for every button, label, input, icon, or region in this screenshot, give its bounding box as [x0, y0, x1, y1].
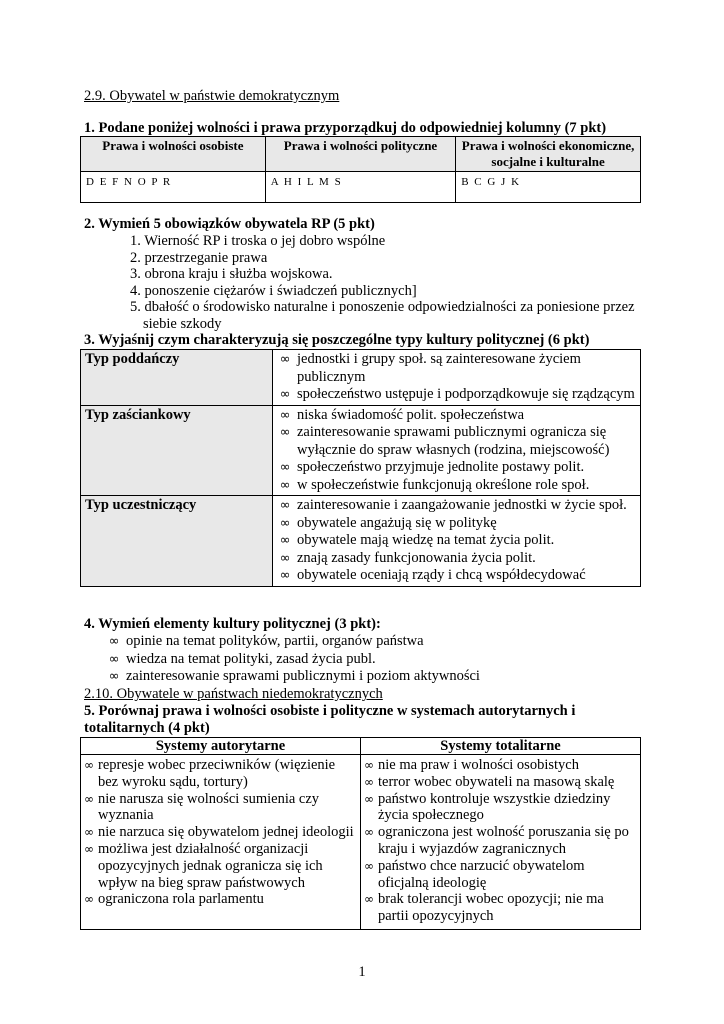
culture-description [273, 405, 641, 496]
list-item: ∞ państwo kontroluje wszystkie dziedziny życia społecznego [364, 790, 611, 824]
duty-item: 5. dbałość o środowisko naturalne i ponoszenie odpowiedzialności za poniesione przez siebie szkody [130, 299, 635, 332]
list-item: ∞ wiedza na temat polityki, zasad życia publ. [106, 651, 626, 669]
infinity-bullet-icon: ∞ [108, 651, 120, 667]
rights-answer-political: A H I L M S [265, 172, 455, 203]
list-item: ∞ nie narzuca się obywatelom jednej ideologii [84, 824, 354, 841]
infinity-bullet-icon: ∞ [84, 825, 94, 840]
culture-row [81, 350, 641, 406]
list-item: ∞ brak tolerancji wobec opozycji; nie ma partii opozycyjnych [364, 891, 604, 925]
list-item: ∞ niska świadomość polit. społeczeństwa [277, 407, 636, 425]
infinity-bullet-icon: ∞ [279, 352, 291, 367]
question-3-title: 3. Wyjaśnij czym charakteryzują się poszczególne typy kultury politycznej (6 pkt) [84, 332, 590, 348]
culture-row [81, 405, 641, 496]
duty-item: 3. obrona kraju i służba wojskowa. [130, 266, 333, 282]
question-2-title: 2. Wymień 5 obowiązków obywatela RP (5 pkt) [84, 216, 375, 232]
list-item: ∞ jednostki i grupy społ. są zainteresowane życiem publicznym [277, 351, 636, 386]
rights-answer-economic: B C G J K [456, 172, 641, 203]
infinity-bullet-icon: ∞ [279, 515, 291, 531]
authoritarian-column [81, 755, 361, 930]
list-item: ∞ możliwa jest działalność organizacji opozycyjnych jednak ogranicza się ich wpływ na bieg spraw państwowych [84, 840, 323, 891]
header-authoritarian: Systemy autorytarne [81, 738, 361, 755]
culture-row [81, 496, 641, 587]
infinity-bullet-icon: ∞ [279, 387, 291, 402]
section-heading-2-9: 2.9. Obywatel w państwie demokratycznym [84, 88, 340, 104]
culture-description [273, 496, 641, 587]
header-totalitarian: Systemy totalitarne [361, 738, 641, 755]
infinity-bullet-icon: ∞ [84, 791, 94, 806]
question-1-title: 1. Podane poniżej wolności i prawa przyporządkuj do odpowiedniej kolumny (7 pkt) [84, 120, 607, 136]
infinity-bullet-icon: ∞ [84, 758, 94, 772]
infinity-bullet-icon: ∞ [279, 533, 291, 548]
list-item: ∞ opinie na temat polityków, partii, organów państwa [106, 633, 626, 651]
systems-comparison-table [80, 737, 641, 930]
infinity-bullet-icon: ∞ [364, 858, 374, 873]
infinity-bullet-icon: ∞ [279, 568, 291, 583]
rights-header-economic: Prawa i wolności ekonomiczne, socjalne i kulturalne [456, 137, 641, 172]
list-item: ∞ zainteresowanie sprawami publicznymi i poziom aktywności [106, 668, 626, 686]
section-heading-2-10: 2.10. Obywatele w państwach niedemokratycznych [84, 686, 383, 702]
question-5-title: 5. Porównaj prawa i wolności osobiste i polityczne w systemach autorytarnych i totalitarnych (4 pkt) [84, 703, 576, 736]
page-number: 1 [358, 964, 366, 980]
list-item: ∞ zainteresowanie i zaangażowanie jednostki w życie społ. [277, 497, 636, 515]
infinity-bullet-icon: ∞ [108, 669, 120, 684]
rights-header-personal: Prawa i wolności osobiste [81, 137, 266, 172]
culture-type-label: Typ uczestniczący [81, 496, 273, 587]
culture-description [273, 350, 641, 406]
totalitarian-column [361, 755, 641, 930]
infinity-bullet-icon: ∞ [279, 477, 291, 493]
list-item: ∞ nie ma praw i wolności osobistych [364, 757, 579, 773]
list-item: ∞ społeczeństwo przyjmuje jednolite postawy polit. [277, 459, 636, 477]
list-item: ∞ obywatele mają wiedzę na temat życia polit. [277, 532, 636, 550]
list-item: ∞ zainteresowanie sprawami publicznymi ogranicza się wyłącznie do spraw własnych (rodzina, miejscowość) [277, 424, 636, 459]
duty-item: 4. ponoszenie ciężarów i świadczeń publicznych] [130, 282, 417, 299]
infinity-bullet-icon: ∞ [108, 634, 120, 649]
infinity-bullet-icon: ∞ [364, 791, 374, 806]
infinity-bullet-icon: ∞ [364, 825, 374, 840]
infinity-bullet-icon: ∞ [364, 758, 374, 772]
list-item: ∞ obywatele oceniają rządy i chcą współdecydować [277, 567, 636, 585]
infinity-bullet-icon: ∞ [364, 892, 374, 907]
list-item: ∞ państwo chce narzucić obywatelom oficjalną ideologię [364, 857, 585, 891]
infinity-bullet-icon: ∞ [279, 407, 291, 423]
culture-elements-list [106, 633, 626, 686]
duty-item: 1. Wierność RP i troska o jej dobro wspólne [130, 233, 386, 249]
duty-item: 2. przestrzeganie prawa [130, 249, 268, 266]
list-item: ∞ ograniczona jest wolność poruszania się po kraju i wyjazdów zagranicznych [364, 824, 629, 857]
rights-header-political: Prawa i wolności polityczne [265, 137, 455, 172]
list-item: ∞ nie narusza się wolności sumienia czy wyznania [84, 790, 320, 824]
list-item: ∞ w społeczeństwie funkcjonują określone role społ. [277, 477, 636, 495]
duties-list [130, 233, 650, 332]
infinity-bullet-icon: ∞ [84, 892, 94, 907]
list-item: ∞ terror wobec obywateli na masową skalę [364, 773, 615, 790]
culture-type-label: Typ zaściankowy [81, 405, 273, 496]
question-4-title: 4. Wymień elementy kultury politycznej (3 pkt): [84, 616, 381, 632]
infinity-bullet-icon: ∞ [84, 841, 94, 856]
infinity-bullet-icon: ∞ [279, 425, 291, 440]
rights-answer-personal: D E F N O P R [81, 172, 266, 203]
infinity-bullet-icon: ∞ [279, 498, 291, 513]
rights-table [80, 136, 641, 203]
culture-type-label: Typ poddańczy [81, 350, 273, 406]
infinity-bullet-icon: ∞ [279, 460, 291, 475]
infinity-bullet-icon: ∞ [364, 774, 374, 789]
political-culture-table [80, 349, 641, 587]
list-item: ∞ znają zasady funkcjonowania życia polit. [277, 550, 636, 568]
list-item: ∞ ograniczona rola parlamentu [84, 891, 264, 908]
list-item: ∞ społeczeństwo ustępuje i podporządkowuje się rządzącym [277, 386, 636, 404]
list-item: ∞ obywatele angażują się w politykę [277, 515, 636, 533]
list-item: ∞ represje wobec przeciwników (więzienie bez wyroku sądu, tortury) [84, 757, 336, 790]
infinity-bullet-icon: ∞ [279, 550, 291, 566]
